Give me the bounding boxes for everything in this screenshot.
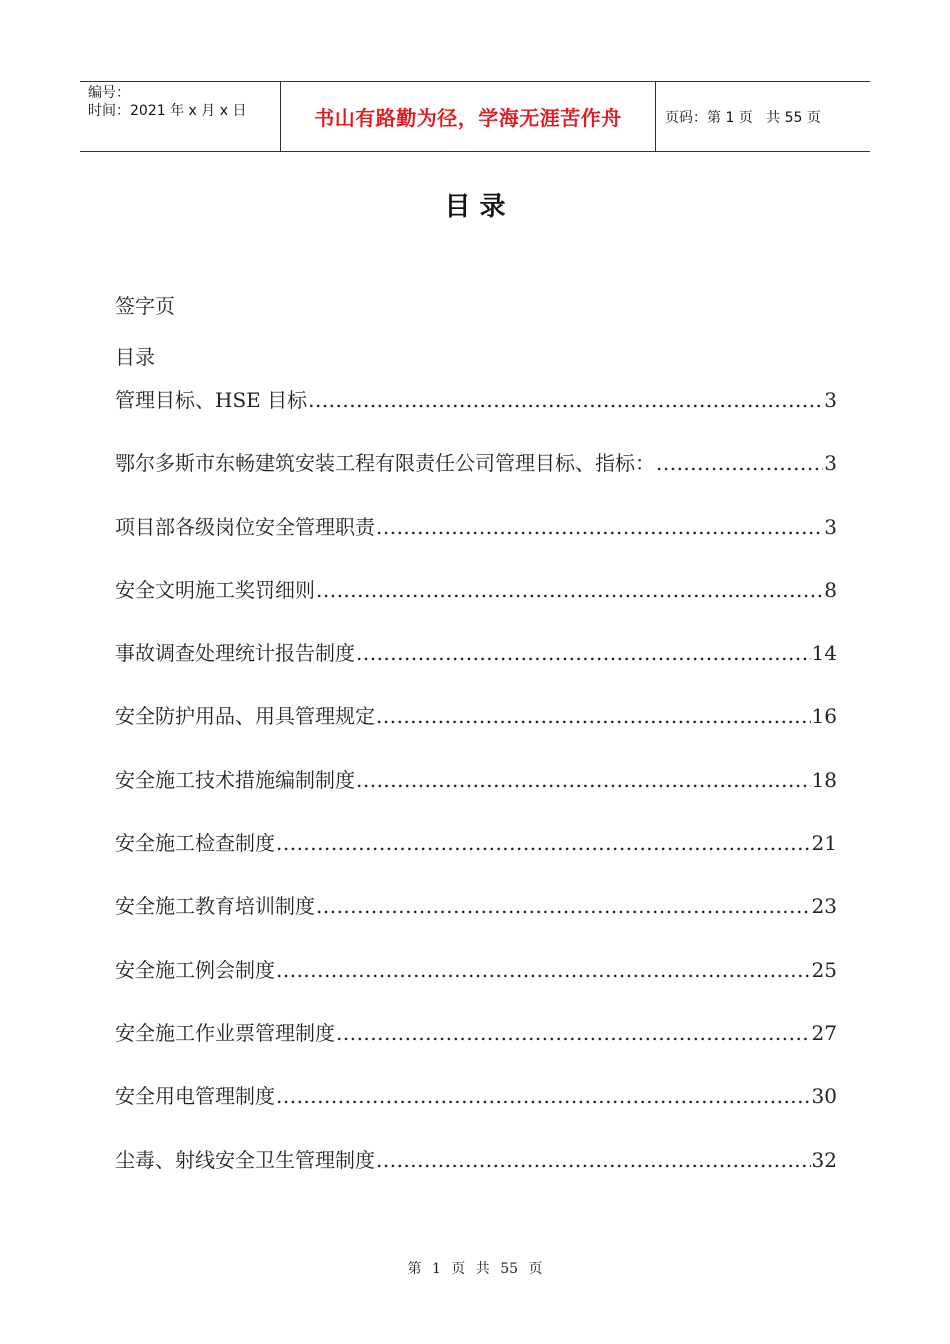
toc-entry-page: 25 [811, 957, 837, 982]
toc-leader-dots [376, 704, 811, 728]
toc-item-contents[interactable]: 目录 [115, 345, 155, 369]
toc-entry[interactable] [115, 700, 837, 763]
toc-entry-page: 3 [824, 514, 837, 539]
toc-entry-page: 32 [811, 1147, 837, 1172]
toc-entry[interactable] [115, 511, 837, 574]
toc-entry-title: 安全用电管理制度 [115, 1084, 275, 1109]
header-page-info: 页码：第 1 页 共 55 页 [665, 109, 821, 126]
toc-leader-dots [276, 831, 811, 855]
toc-entry[interactable] [115, 637, 837, 700]
toc-leader-dots [656, 451, 823, 475]
toc-entry-title: 安全施工教育培训制度 [115, 894, 315, 919]
toc-leader-dots [276, 1084, 811, 1108]
toc-entry-page: 3 [824, 451, 837, 476]
toc-leader-dots [376, 515, 823, 539]
toc-entry[interactable] [115, 1080, 837, 1143]
toc-entry-page: 14 [811, 641, 837, 666]
toc-entry-page: 21 [811, 831, 837, 856]
page-footer: 第 1 页 共 55 页 [407, 1261, 543, 1277]
toc-entry[interactable] [115, 954, 837, 1017]
toc-entry-page: 3 [824, 388, 837, 412]
toc-leader-dots [336, 1021, 811, 1045]
toc-entry[interactable] [115, 1144, 837, 1207]
toc-entry-title: 尘毒、射线安全卫生管理制度 [115, 1147, 375, 1172]
header-motto: 书山有路勤为径，学海无涯苦作舟 [314, 106, 622, 130]
toc-title: 目 录 [444, 192, 506, 222]
toc-leader-dots [316, 578, 823, 602]
toc-entry-title: 事故调查处理统计报告制度 [115, 641, 355, 666]
toc-entry-title: 安全施工例会制度 [115, 957, 275, 982]
toc-leader-dots [356, 641, 811, 665]
toc-entry[interactable] [115, 764, 837, 827]
toc-entry-title: 安全防护用品、用具管理规定 [115, 704, 375, 729]
toc-entry-title: 项目部各级岗位安全管理职责 [115, 514, 375, 539]
toc-entry-title: 安全施工检查制度 [115, 831, 275, 856]
toc-entry-title: 安全施工技术措施编制制度 [115, 767, 355, 792]
toc-leader-dots [376, 1148, 811, 1172]
toc-entry-page: 16 [811, 704, 837, 729]
toc-entry-page: 27 [811, 1020, 837, 1045]
toc-entry[interactable] [115, 447, 837, 510]
table-of-contents [115, 384, 837, 1207]
toc-entry[interactable] [115, 574, 837, 637]
toc-entry[interactable] [115, 890, 837, 953]
toc-leader-dots [276, 958, 811, 982]
toc-entry-page: 8 [824, 577, 837, 602]
toc-item-signature-page[interactable]: 签字页 [115, 294, 175, 318]
toc-leader-dots [356, 768, 811, 792]
toc-entry-title: 鄂尔多斯市东畅建筑安装工程有限责任公司管理目标、指标： [115, 451, 655, 476]
toc-entry-title: 安全文明施工奖罚细则 [115, 577, 315, 602]
document-date-label: 时间：2021 年 x 月 x 日 [88, 103, 247, 119]
header-meta [88, 84, 246, 120]
toc-entry-page: 30 [811, 1084, 837, 1109]
toc-leader-dots [308, 388, 823, 412]
toc-entry[interactable] [115, 827, 837, 890]
toc-entry-title: 管理目标、HSE 目标 [115, 388, 308, 412]
header-divider [655, 82, 656, 151]
page-header [80, 81, 870, 152]
toc-entry-title: 安全施工作业票管理制度 [115, 1020, 335, 1045]
toc-entry-page: 18 [811, 767, 837, 792]
toc-entry[interactable] [115, 384, 837, 447]
toc-entry-page: 23 [811, 894, 837, 919]
toc-leader-dots [316, 894, 811, 918]
document-number-label: 编号： [88, 85, 130, 101]
toc-entry[interactable] [115, 1017, 837, 1080]
